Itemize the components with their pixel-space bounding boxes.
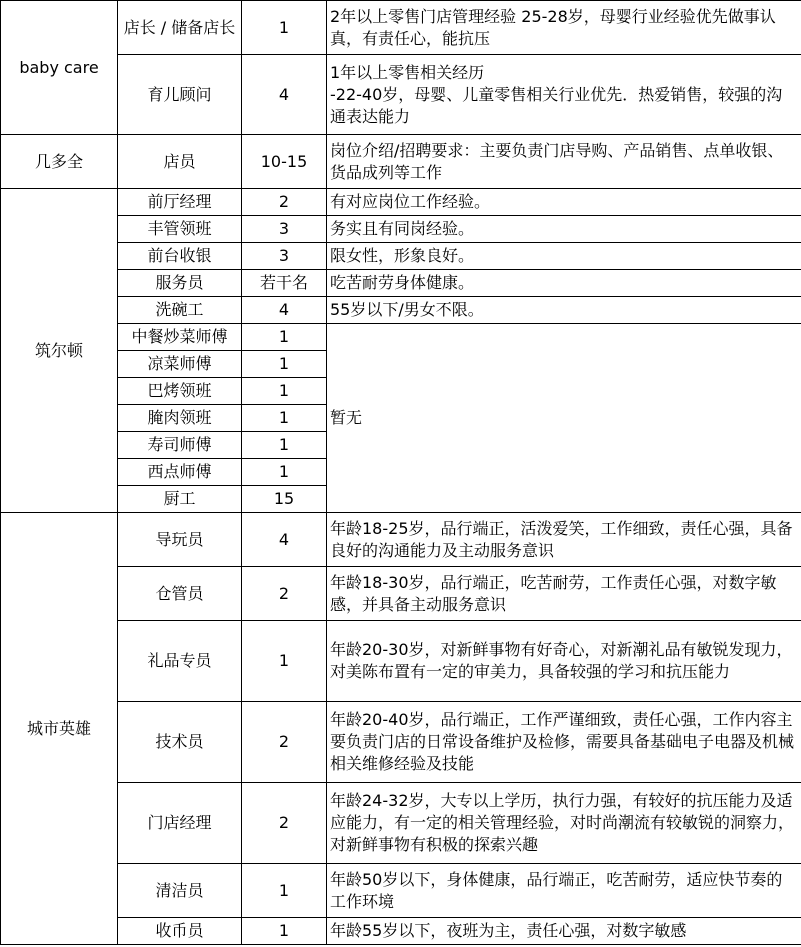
position-cell: 厨工 xyxy=(118,486,242,513)
requirement-cell: 2年以上零售门店管理经验 25-28岁，母婴行业经验优先做事认真，有责任心，能抗压 xyxy=(327,1,801,55)
count-cell: 4 xyxy=(242,513,327,567)
count-cell: 4 xyxy=(242,55,327,135)
count-cell: 1 xyxy=(242,918,327,945)
position-cell: 店员 xyxy=(118,135,242,189)
position-cell: 礼品专员 xyxy=(118,621,242,702)
requirement-cell: 55岁以下/男女不限。 xyxy=(327,297,801,324)
requirement-cell: 务实且有同岗经验。 xyxy=(327,216,801,243)
position-cell: 收币员 xyxy=(118,918,242,945)
company-cell: 几多全 xyxy=(1,135,118,189)
requirement-cell: 年龄20-40岁，品行端正，工作严谨细致，责任心强，工作内容主要负责门店的日常设备维护及检修，需要具备基础电子电器及机械相关维修经验及技能 xyxy=(327,702,801,783)
position-cell: 前厅经理 xyxy=(118,189,242,216)
requirement-cell: 年龄50岁以下，身体健康，品行端正，吃苦耐劳，适应快节奏的工作环境 xyxy=(327,864,801,918)
position-cell: 凉菜师傅 xyxy=(118,351,242,378)
count-cell: 1 xyxy=(242,864,327,918)
position-cell: 巴烤领班 xyxy=(118,378,242,405)
position-cell: 腌肉领班 xyxy=(118,405,242,432)
count-cell: 10-15 xyxy=(242,135,327,189)
count-cell: 2 xyxy=(242,189,327,216)
position-cell: 清洁员 xyxy=(118,864,242,918)
position-cell: 西点师傅 xyxy=(118,459,242,486)
requirement-cell: 年龄24-32岁，大专以上学历，执行力强，有较好的抗压能力及适应能力，有一定的相关管理经验，对时尚潮流有较敏锐的洞察力，对新鲜事物有积极的探索兴趣 xyxy=(327,783,801,864)
count-cell: 1 xyxy=(242,459,327,486)
position-cell: 丰管领班 xyxy=(118,216,242,243)
requirement-cell: 年龄18-30岁，品行端正，吃苦耐劳，工作责任心强，对数字敏感，并具备主动服务意识 xyxy=(327,567,801,621)
count-cell: 2 xyxy=(242,702,327,783)
count-cell: 2 xyxy=(242,783,327,864)
requirement-cell: 年龄18-25岁，品行端正，活泼爱笑，工作细致，责任心强，具备良好的沟通能力及主动服务意识 xyxy=(327,513,801,567)
position-cell: 门店经理 xyxy=(118,783,242,864)
requirement-cell: 1年以上零售相关经历 -22-40岁，母婴、儿童零售相关行业优先．热爱销售，较强的沟通表达能力 xyxy=(327,55,801,135)
requirement-cell: 岗位介绍/招聘要求：主要负责门店导购、产品销售、点单收银、货品成列等工作 xyxy=(327,135,801,189)
position-cell: 仓管员 xyxy=(118,567,242,621)
count-cell: 15 xyxy=(242,486,327,513)
count-cell: 1 xyxy=(242,405,327,432)
position-cell: 导玩员 xyxy=(118,513,242,567)
count-cell: 4 xyxy=(242,297,327,324)
count-cell: 3 xyxy=(242,216,327,243)
requirement-cell: 暂无 xyxy=(327,324,801,513)
requirement-cell: 年龄55岁以下，夜班为主，责任心强，对数字敏感 xyxy=(327,918,801,945)
count-cell: 1 xyxy=(242,351,327,378)
count-cell: 1 xyxy=(242,1,327,55)
count-cell: 1 xyxy=(242,378,327,405)
position-cell: 店长 / 储备店长 xyxy=(118,1,242,55)
company-cell: 筑尔顿 xyxy=(1,189,118,513)
position-cell: 前台收银 xyxy=(118,243,242,270)
count-cell: 2 xyxy=(242,567,327,621)
requirement-cell: 限女性，形象良好。 xyxy=(327,243,801,270)
position-cell: 技术员 xyxy=(118,702,242,783)
position-cell: 中餐炒菜师傅 xyxy=(118,324,242,351)
requirement-cell: 吃苦耐劳身体健康。 xyxy=(327,270,801,297)
count-cell: 1 xyxy=(242,432,327,459)
requirement-cell: 年龄20-30岁，对新鲜事物有好奇心，对新潮礼品有敏锐发现力，对美陈布置有一定的审美力，具备较强的学习和抗压能力 xyxy=(327,621,801,702)
count-cell: 1 xyxy=(242,324,327,351)
requirement-cell: 有对应岗位工作经验。 xyxy=(327,189,801,216)
company-cell: baby care xyxy=(1,1,118,135)
position-cell: 寿司师傅 xyxy=(118,432,242,459)
position-cell: 育儿顾问 xyxy=(118,55,242,135)
count-cell: 若干名 xyxy=(242,270,327,297)
count-cell: 1 xyxy=(242,621,327,702)
position-cell: 服务员 xyxy=(118,270,242,297)
count-cell: 3 xyxy=(242,243,327,270)
position-cell: 洗碗工 xyxy=(118,297,242,324)
company-cell: 城市英雄 xyxy=(1,513,118,945)
